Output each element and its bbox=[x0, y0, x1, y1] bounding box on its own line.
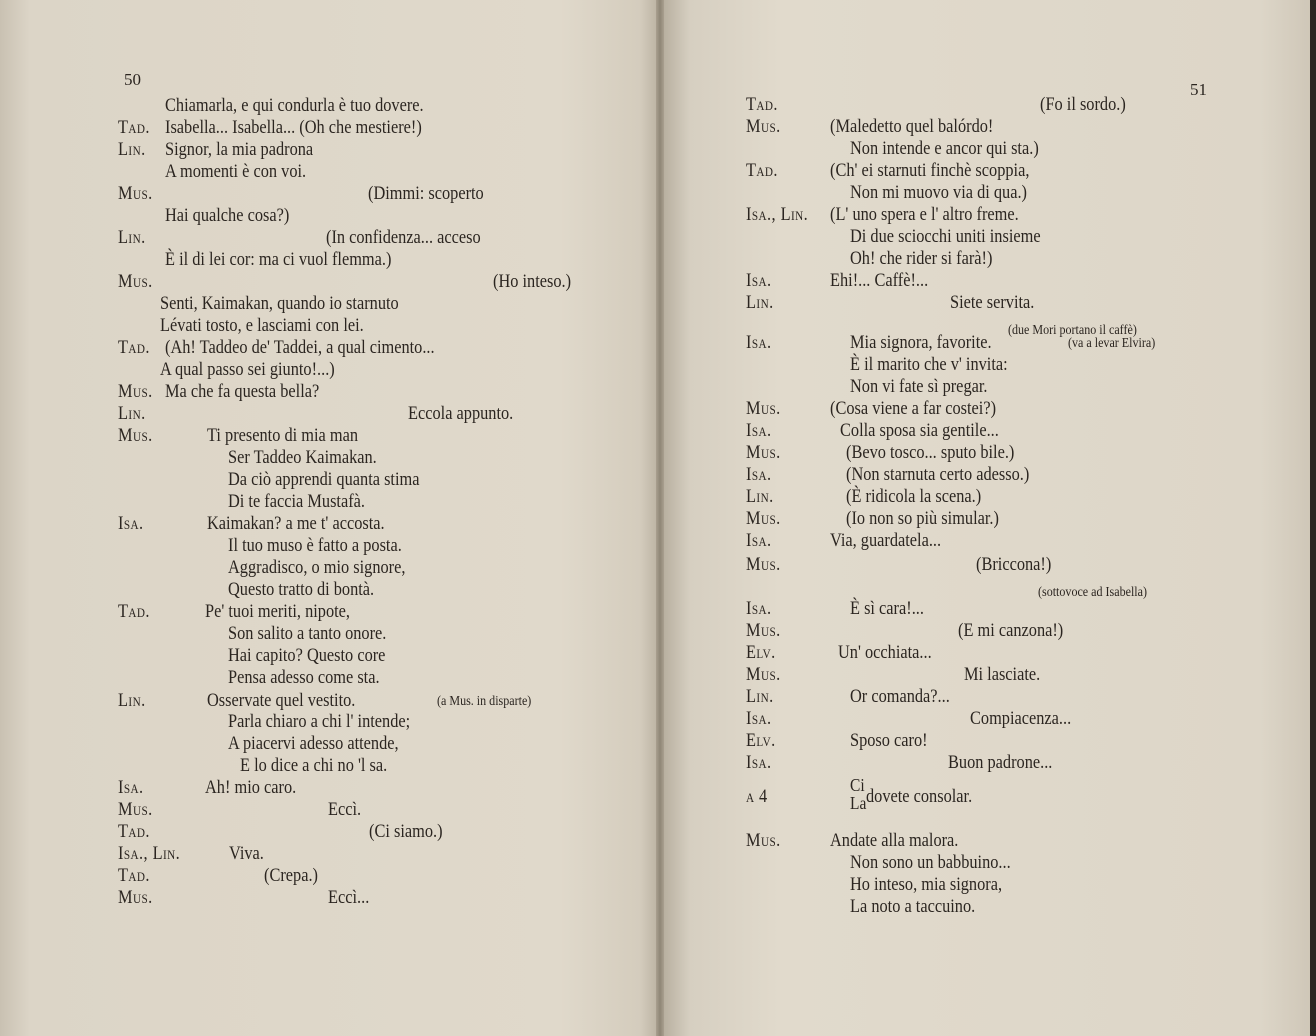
verse-line: (Maledetto quel balórdo! bbox=[830, 116, 994, 137]
verse-line: (Bevo tosco... sputo bile.) bbox=[846, 442, 1015, 463]
speaker-label: Elv. bbox=[746, 730, 776, 751]
verse-line: Hai qualche cosa?) bbox=[165, 205, 290, 226]
verse-line: Ho inteso, mia signora, bbox=[850, 874, 1003, 895]
speaker-label: Lin. bbox=[746, 686, 774, 707]
verse-line: (Fo il sordo.) bbox=[1040, 94, 1126, 115]
verse-line: Eccì... bbox=[328, 887, 370, 908]
verse-line: (Briccona!) bbox=[976, 554, 1052, 575]
speaker-label: Isa., Lin. bbox=[118, 843, 181, 864]
page-edge bbox=[1310, 0, 1316, 1036]
verse-line: Pe' tuoi meriti, nipote, bbox=[205, 601, 351, 622]
verse-line: (Ho inteso.) bbox=[493, 271, 572, 292]
speaker-label: Mus. bbox=[746, 620, 781, 641]
speaker-label: Isa. bbox=[746, 332, 772, 353]
verse-line: Non mi muovo via di qua.) bbox=[850, 182, 1027, 203]
verse-line: Questo tratto di bontà. bbox=[228, 579, 375, 600]
speaker-label: Mus. bbox=[118, 887, 153, 908]
speaker-label: Mus. bbox=[118, 799, 153, 820]
stage-direction: (va a levar Elvira) bbox=[1068, 336, 1156, 351]
verse-line: (Ci siamo.) bbox=[369, 821, 443, 842]
stacked-word: Ci bbox=[850, 775, 865, 795]
verse-line: Viva. bbox=[229, 843, 264, 864]
verse-line: Or comanda?... bbox=[850, 686, 950, 707]
speaker-label: Isa. bbox=[118, 777, 144, 798]
speaker-label: Mus. bbox=[746, 664, 781, 685]
speaker-label: Lin. bbox=[118, 403, 146, 424]
verse-line: È sì cara!... bbox=[850, 598, 924, 619]
verse-line: (Non starnuta certo adesso.) bbox=[846, 464, 1030, 485]
verse-line: Di te faccia Mustafà. bbox=[228, 491, 366, 512]
verse-line: Siete servita. bbox=[950, 292, 1035, 313]
verse-line: Sposo caro! bbox=[850, 730, 928, 751]
speaker-label: Mus. bbox=[746, 442, 781, 463]
verse-line: Il tuo muso è fatto a posta. bbox=[228, 535, 402, 556]
page-number: 50 bbox=[124, 70, 141, 89]
verse-line: (Ah! Taddeo de' Taddei, a qual cimento... bbox=[165, 337, 435, 358]
verse-line: Aggradisco, o mio signore, bbox=[228, 557, 406, 578]
speaker-label: Lin. bbox=[118, 227, 146, 248]
speaker-label: Mus. bbox=[746, 554, 781, 575]
verse-line: Ehi!... Caffè!... bbox=[830, 270, 929, 291]
verse-line: Chiamarla, e qui condurla è tuo dovere. bbox=[165, 95, 424, 116]
verse-line: Via, guardatela... bbox=[830, 530, 942, 551]
verse-line: Hai capito? Questo core bbox=[228, 645, 386, 666]
speaker-label: Lin. bbox=[118, 690, 146, 711]
speaker-label: Tad. bbox=[118, 601, 150, 622]
verse-line: Isabella... Isabella... (Oh che mestiere!) bbox=[165, 117, 422, 138]
verse-line: Parla chiaro a chi l' intende; bbox=[228, 711, 411, 732]
speaker-label: Mus. bbox=[118, 381, 153, 402]
speaker-label: Lin. bbox=[746, 292, 774, 313]
book-gutter bbox=[656, 0, 664, 1036]
verse-line: Eccola appunto. bbox=[408, 403, 514, 424]
speaker-label: Tad. bbox=[118, 337, 150, 358]
speaker-label: Mus. bbox=[746, 508, 781, 529]
verse-line: Ah! mio caro. bbox=[205, 777, 297, 798]
verse-line: (Dimmi: scoperto bbox=[368, 183, 484, 204]
speaker-label: Mus. bbox=[746, 398, 781, 419]
page-number: 51 bbox=[1190, 80, 1207, 99]
verse-line: Signor, la mia padrona bbox=[165, 139, 314, 160]
verse-line: (In confidenza... acceso bbox=[326, 227, 481, 248]
verse-line: Lévati tosto, e lasciami con lei. bbox=[160, 315, 364, 336]
verse-line: Mi lasciate. bbox=[964, 664, 1041, 685]
verse-line: Un' occhiata... bbox=[838, 642, 932, 663]
right-page bbox=[660, 0, 1310, 1036]
verse-line: Buon padrone... bbox=[948, 752, 1053, 773]
speaker-label: Mus. bbox=[746, 830, 781, 851]
verse-line: dovete consolar. bbox=[866, 786, 973, 807]
verse-line: (L' uno spera e l' altro freme. bbox=[830, 204, 1019, 225]
speaker-label: Isa. bbox=[746, 598, 772, 619]
verse-line: Son salito a tanto onore. bbox=[228, 623, 387, 644]
verse-line: Ti presento di mia man bbox=[207, 425, 358, 446]
stacked-words bbox=[850, 776, 866, 812]
speaker-label: Isa. bbox=[746, 530, 772, 551]
verse-line: E lo dice a chi no 'l sa. bbox=[240, 755, 388, 776]
speaker-label: Isa., Lin. bbox=[746, 204, 809, 225]
verse-line: Kaimakan? a me t' accosta. bbox=[207, 513, 385, 534]
verse-line: (Cosa viene a far costei?) bbox=[830, 398, 997, 419]
verse-line: Non sono un babbuino... bbox=[850, 852, 1011, 873]
verse-line: Compiacenza... bbox=[970, 708, 1072, 729]
verse-line: Di due sciocchi uniti insieme bbox=[850, 226, 1041, 247]
verse-line: Mia signora, favorite. bbox=[850, 332, 992, 353]
verse-line: Da ciò apprendi quanta stima bbox=[228, 469, 420, 490]
speaker-label: Tad. bbox=[118, 117, 150, 138]
verse-line: Non vi fate sì pregar. bbox=[850, 376, 988, 397]
speaker-label: Mus. bbox=[118, 425, 153, 446]
verse-line: (Crepa.) bbox=[264, 865, 318, 886]
speaker-label: Mus. bbox=[746, 116, 781, 137]
speaker-label: Mus. bbox=[118, 271, 153, 292]
verse-line: A piacervi adesso attende, bbox=[228, 733, 399, 754]
verse-line: Pensa adesso come sta. bbox=[228, 667, 380, 688]
speaker-label: Mus. bbox=[118, 183, 153, 204]
verse-line: A qual passo sei giunto!...) bbox=[160, 359, 335, 380]
speaker-label: Tad. bbox=[746, 94, 778, 115]
verse-line: Ma che fa questa bella? bbox=[165, 381, 320, 402]
verse-line: Osservate quel vestito. bbox=[207, 690, 356, 711]
speaker-label: Tad. bbox=[118, 821, 150, 842]
speaker-label: Tad. bbox=[118, 865, 150, 886]
verse-line: La noto a taccuino. bbox=[850, 896, 976, 917]
stage-direction: (due Mori portano il caffè) bbox=[1008, 323, 1137, 338]
verse-line: (E mi canzona!) bbox=[958, 620, 1064, 641]
verse-line: Oh! che rider si farà!) bbox=[850, 248, 993, 269]
verse-line: A momenti è con voi. bbox=[165, 161, 307, 182]
verse-line: Senti, Kaimakan, quando io starnuto bbox=[160, 293, 399, 314]
speaker-label: Isa. bbox=[746, 708, 772, 729]
speaker-label: Isa. bbox=[746, 464, 772, 485]
verse-line: È il marito che v' invita: bbox=[850, 354, 1008, 375]
speaker-label: Tad. bbox=[746, 160, 778, 181]
verse-line: È il di lei cor: ma ci vuol flemma.) bbox=[165, 249, 392, 270]
speaker-label: Isa. bbox=[746, 420, 772, 441]
speaker-label: Isa. bbox=[118, 513, 144, 534]
speaker-label: Lin. bbox=[118, 139, 146, 160]
verse-line: (Ch' ei starnuti finchè scoppia, bbox=[830, 160, 1030, 181]
verse-line: Ser Taddeo Kaimakan. bbox=[228, 447, 377, 468]
stage-direction: (sottovoce ad Isabella) bbox=[1038, 585, 1147, 600]
verse-line: Colla sposa sia gentile... bbox=[840, 420, 999, 441]
speaker-label: Elv. bbox=[746, 642, 776, 663]
stacked-word: La bbox=[850, 793, 867, 813]
verse-line: (È ridicola la scena.) bbox=[846, 486, 982, 507]
speaker-label: a 4 bbox=[746, 786, 768, 807]
stage-direction: (a Mus. in disparte) bbox=[437, 694, 532, 709]
verse-line: Non intende e ancor qui sta.) bbox=[850, 138, 1039, 159]
verse-line: Andate alla malora. bbox=[830, 830, 959, 851]
speaker-label: Isa. bbox=[746, 752, 772, 773]
speaker-label: Lin. bbox=[746, 486, 774, 507]
verse-line: (Io non so più simular.) bbox=[846, 508, 999, 529]
speaker-label: Isa. bbox=[746, 270, 772, 291]
verse-line: Eccì. bbox=[328, 799, 362, 820]
